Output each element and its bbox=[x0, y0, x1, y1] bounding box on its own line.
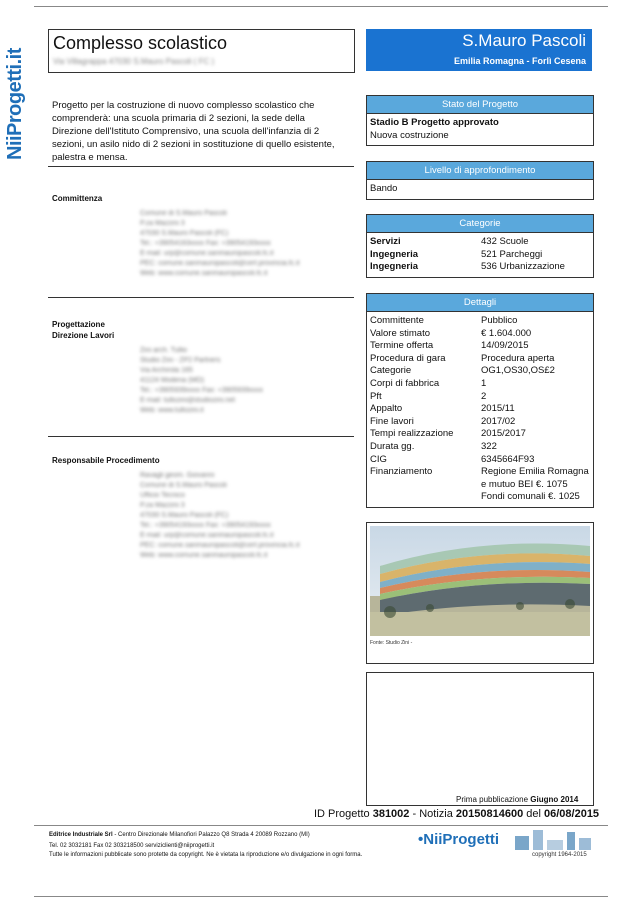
detail-key: Corpi di fabbrica bbox=[370, 377, 440, 389]
contact-line: Web: www.tullozini.it bbox=[140, 407, 204, 414]
detail-value: 1 bbox=[481, 377, 487, 389]
detail-key bbox=[370, 479, 481, 492]
detail-key: Ingegneria bbox=[370, 248, 419, 260]
contact-line: Tel.: +3905939xxxx Fax: +3905939xxxx bbox=[140, 387, 263, 394]
school-rendering-image bbox=[370, 526, 590, 636]
detail-row bbox=[370, 391, 590, 404]
stato-panel bbox=[366, 95, 594, 146]
detail-value: 6345664F93 bbox=[481, 453, 535, 465]
top-rule bbox=[34, 6, 608, 7]
detail-key: Durata gg. bbox=[370, 440, 415, 452]
photo-caption: Fonte: Studio Zini - bbox=[370, 640, 413, 646]
footer-rule bbox=[34, 825, 608, 826]
contact-line: PEC: comune.sanmauropascoli@cert.provincia.fc.it bbox=[140, 542, 300, 549]
detail-key bbox=[370, 491, 481, 504]
id-value: 381002 bbox=[372, 808, 410, 820]
detail-key: CIG bbox=[370, 453, 387, 465]
detail-key: Appalto bbox=[370, 403, 403, 415]
categorie-header: Categorie bbox=[367, 215, 593, 233]
detail-row bbox=[370, 236, 590, 249]
detail-value: Regione Emilia Romagna bbox=[481, 466, 589, 478]
divider bbox=[48, 436, 354, 437]
title-box bbox=[48, 29, 355, 73]
detail-value: 521 Parcheggi bbox=[481, 248, 543, 260]
detail-value: OG1,OS30,OS£2 bbox=[481, 365, 555, 377]
detail-key: Pft bbox=[370, 390, 382, 402]
detail-key: Tempi realizzazione bbox=[370, 428, 454, 440]
detail-key: Servizi bbox=[370, 236, 401, 247]
contact-line: P.za Mazzini 3 bbox=[140, 502, 185, 509]
divider bbox=[48, 166, 354, 167]
detail-value: Pubblico bbox=[481, 315, 518, 326]
notizia-date: 06/08/2015 bbox=[544, 808, 600, 820]
progettazione-label bbox=[52, 319, 114, 341]
contact-line: 47030 S.Mauro Pascoli (FC) bbox=[140, 230, 229, 237]
contact-line: P.za Mazzini 3 bbox=[140, 220, 185, 227]
livello-value: Bando bbox=[370, 183, 398, 194]
notizia-label: - Notizia bbox=[412, 808, 453, 820]
detail-row bbox=[370, 340, 590, 353]
detail-row bbox=[370, 365, 590, 378]
first-publication-label: Prima pubblicazione bbox=[456, 795, 529, 804]
detail-row bbox=[370, 249, 590, 262]
detail-value: Procedura aperta bbox=[481, 352, 555, 364]
detail-row bbox=[370, 416, 590, 429]
detail-value: € 1.604.000 bbox=[481, 327, 532, 339]
first-publication-date: Giugno 2014 bbox=[530, 795, 579, 804]
detail-row bbox=[370, 378, 590, 391]
detail-row bbox=[370, 491, 590, 504]
detail-key: Categorie bbox=[370, 365, 412, 377]
project-photo[interactable] bbox=[366, 522, 594, 664]
detail-key: Finanziamento bbox=[370, 466, 433, 478]
detail-row bbox=[370, 328, 590, 341]
buildings-icon bbox=[515, 828, 593, 850]
notizia-value: 20150814600 bbox=[455, 808, 524, 820]
contact-line: 41124 Modena (MO) bbox=[140, 377, 205, 384]
detail-row bbox=[370, 441, 590, 454]
project-address: Via Villagrappa 47030 S.Mauro Pascoli ( FC ) bbox=[53, 57, 215, 66]
contact-line: E-mail: urp@comune.sanmauropascoli.fc.it bbox=[140, 250, 274, 257]
contact-line: Tel.: +39054163xxxx Fax: +39054193xxxx bbox=[140, 240, 271, 247]
direzione-lavori-label: Direzione Lavori bbox=[52, 331, 115, 340]
detail-row bbox=[370, 428, 590, 441]
first-publication bbox=[456, 795, 578, 804]
detail-value: 536 Urbanizzazione bbox=[481, 261, 565, 273]
bottom-rule bbox=[34, 896, 608, 897]
contact-line: Via Archirola 165 bbox=[140, 367, 193, 374]
livello-panel bbox=[366, 161, 594, 200]
contact-line: E-mail: urp@comune.sanmauropascoli.fc.it bbox=[140, 532, 274, 539]
detail-row bbox=[370, 261, 590, 274]
logo-text: NiiProgetti.it bbox=[4, 48, 26, 160]
contact-line: E-mail: tullozini@studiozini.net bbox=[140, 397, 236, 404]
city-name: S.Mauro Pascoli bbox=[462, 31, 586, 50]
livello-header: Livello di approfondimento bbox=[367, 162, 593, 180]
dettagli-header: Dettagli bbox=[367, 294, 593, 312]
detail-row bbox=[370, 454, 590, 467]
detail-key: Ingegneria bbox=[370, 261, 419, 273]
detail-row bbox=[370, 403, 590, 416]
contact-line: Zini arch. Tullio bbox=[140, 347, 188, 354]
footer-contacts: Tel. 02 3032181 Fax 02 303218500 serviziclienti@niiprogetti.it bbox=[49, 843, 215, 849]
detail-key: Valore stimato bbox=[370, 327, 431, 339]
responsabile-label: Responsabile Procedimento bbox=[52, 456, 160, 465]
detail-value: 2017/02 bbox=[481, 415, 516, 427]
detail-row bbox=[370, 479, 590, 492]
footer-company-line bbox=[49, 832, 310, 838]
contact-line: 47030 S.Mauro Pascoli (FC) bbox=[140, 512, 229, 519]
location-box bbox=[366, 29, 592, 71]
contact-line: Tel.: +39054193xxxx Fax: +39054193xxxx bbox=[140, 522, 271, 529]
detail-key: Committente bbox=[370, 315, 424, 326]
id-label: ID Progetto bbox=[314, 808, 370, 820]
stato-header: Stato del Progetto bbox=[367, 96, 593, 114]
stato-detail: Nuova costruzione bbox=[370, 129, 449, 141]
detail-value: 432 Scuole bbox=[481, 236, 529, 247]
region-name: Emilia Romagna - Forlì Cesena bbox=[453, 56, 586, 66]
categorie-panel bbox=[366, 214, 594, 278]
detail-value: 2015/11 bbox=[481, 403, 515, 415]
detail-value: 2 bbox=[481, 390, 487, 402]
del-label: del bbox=[526, 808, 541, 820]
detail-key: Procedura di gara bbox=[370, 352, 446, 364]
detail-value: 14/09/2015 bbox=[481, 340, 529, 352]
footer-rights: Tutte le informazioni pubblicate sono protette da copyright. Ne è vietata la riproduzione e/o divulgazione in ogni forma. bbox=[49, 852, 363, 858]
contact-line: Comune di S.Mauro Pascoli bbox=[140, 482, 227, 489]
progettazione-label-1: Progettazione bbox=[52, 320, 105, 329]
footer-logo-text: •NiiProgetti bbox=[418, 831, 500, 848]
detail-value: Fondi comunali €. 1025 bbox=[481, 491, 580, 503]
contact-line: Comune di S.Mauro Pascoli bbox=[140, 210, 227, 217]
divider bbox=[48, 297, 354, 298]
detail-value: e mutuo BEI €. 1075 bbox=[481, 478, 568, 490]
contact-line: Ufficio Tecnico bbox=[140, 492, 185, 499]
detail-row bbox=[370, 353, 590, 366]
contact-line: Web: www.comune.sanmauropascoli.fc.it bbox=[140, 552, 268, 559]
footer-logo[interactable] bbox=[418, 831, 499, 848]
project-description: Progetto per la costruzione di nuovo complesso scolastico che comprenderà: una scuola primaria di 2 sezioni, la sede della Direzione dell'Istituto Comprensivo, una scuola dell'infanzia di 2 sezioni, un asilo nido di 2 sezioni in sostituzione di quello esistente, palestra e mensa. bbox=[52, 100, 335, 163]
committenza-label: Committenza bbox=[52, 194, 103, 203]
detail-key: Termine offerta bbox=[370, 340, 434, 352]
niiprogetti-logo[interactable] bbox=[4, 30, 26, 160]
id-line bbox=[314, 808, 599, 820]
contact-line: Web: www.comune.sanmauropascoli.fc.it bbox=[140, 270, 268, 277]
stato-status: Stadio B Progetto approvato bbox=[370, 117, 499, 128]
contact-line: PEC: comune.sanmauropascoli@cert.provincia.fc.it bbox=[140, 260, 300, 267]
contact-line: Studio Zini - ZP2 Partners bbox=[140, 357, 221, 364]
footer-company: Editrice Industriale Srl bbox=[49, 832, 113, 838]
contact-line: Ravagli geom. Giovanni bbox=[140, 472, 215, 479]
detail-key: Fine lavori bbox=[370, 415, 414, 427]
empty-box bbox=[366, 672, 594, 806]
copyright: copyright 1964-2015 bbox=[532, 852, 587, 858]
dettagli-panel bbox=[366, 293, 594, 508]
detail-row bbox=[370, 315, 590, 328]
footer-address: - Centro Direzionale Milanofiori Palazzo Q8 Strada 4 20089 Rozzano (MI) bbox=[112, 832, 310, 838]
detail-value: 2015/2017 bbox=[481, 428, 526, 440]
project-title: Complesso scolastico bbox=[53, 33, 228, 53]
detail-value: 322 bbox=[481, 440, 497, 452]
detail-row bbox=[370, 466, 590, 479]
